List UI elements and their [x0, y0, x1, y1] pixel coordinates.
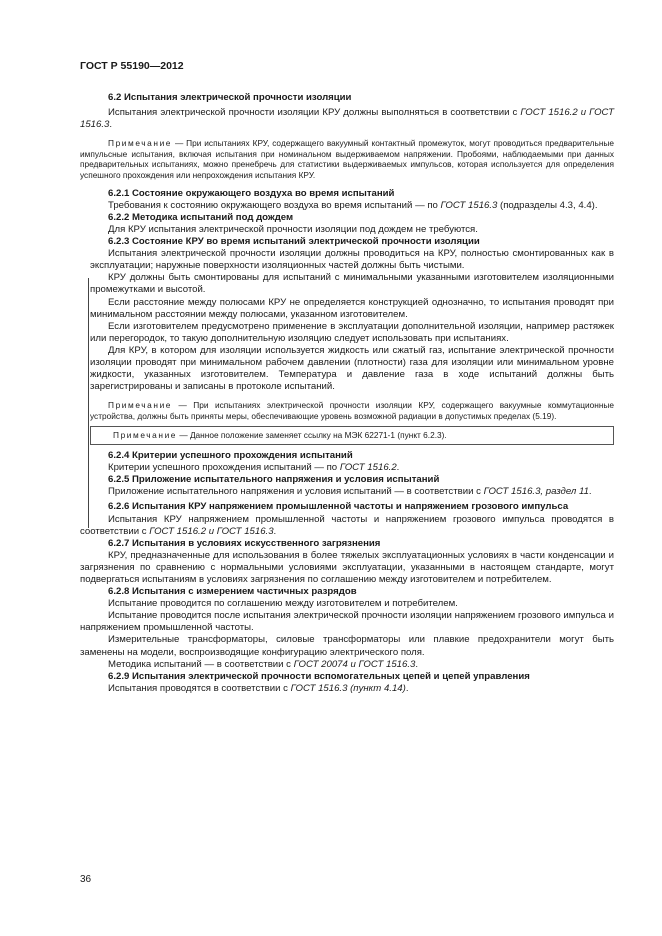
note-lead: Примечание — [108, 400, 173, 411]
section-6-2-6-paragraph — [80, 514, 614, 538]
section-6-2-3-paragraph-4: Если изготовителем предусмотрено применение в эксплуатации дополнительной изоляции, например растяжек или перегородок, то такую дополнительную изоляцию следует использовать при испытаниях. — [90, 320, 614, 344]
text: . — [588, 486, 592, 498]
reference: ГОСТ 20074 и ГОСТ 1516.3 — [293, 658, 416, 670]
section-6-2-3-block — [80, 236, 614, 421]
section-6-2-8-paragraph-2: Испытание проводится после испытания электрической прочности изоляции напряжением грозового импульса и напряжением промышленной частоты. — [80, 610, 614, 634]
document-body — [80, 92, 614, 695]
document-header: ГОСТ Р 55190—2012 — [80, 60, 184, 72]
text: Методика испытаний — в соответствии с — [108, 658, 294, 670]
section-6-2-3-paragraph-5: Для КРУ, в котором для изоляции используется жидкость или сжатый газ, испытание электрической прочности изоляции проводят при минимальном рабочем давлении (плотности) газа для изоляции или минимальном уровне жидкости, указанных изготовителем. Температура и давление газа в ходе испытаний должны быть зарегистрированы и записаны в протоколе испытаний. — [90, 344, 614, 393]
section-6-2-3-title: 6.2.3 Состояние КРУ во время испытаний электрической прочности изоляции — [108, 236, 480, 248]
text: Критерии успешного прохождения испытаний — по — [108, 462, 340, 474]
section-6-2-3-paragraph-2: КРУ должны быть смонтированы для испытаний с минимальными указанными изготовителем изоляционными промежутками и высотой. — [90, 272, 614, 296]
reference: ГОСТ 1516.2 — [339, 462, 397, 474]
section-6-2-5-title: 6.2.5 Приложение испытательного напряжения и условия испытаний — [108, 474, 440, 486]
section-6-2-6-title: 6.2.6 Испытания КРУ напряжением промышленной частоты и напряжением грозового импульса — [108, 501, 569, 513]
reference: ГОСТ 1516.3 (пункт 4.14) — [290, 682, 406, 694]
note-text: — При испытаниях КРУ, содержащего вакуумный контактный промежуток, могут проводиться предварительные импульсные испытания, включая испытания при номинальном выдерживаемом напряжении. Пробоями, наблюдаемыми при данных предварительных испытаниях, можно пренебречь для статистики выдерживаемых импульсов, которая используется для определения успешного прохождения или непрохождения испытания КРУ. — [80, 138, 614, 181]
section-6-2-1-title: 6.2.1 Состояние окружающего воздуха во время испытаний — [108, 187, 395, 199]
text: . — [109, 119, 113, 131]
text: . — [415, 658, 419, 670]
page-number: 36 — [80, 874, 92, 885]
section-6-2-3-paragraph-3: Если расстояние между полюсами КРУ не определяется конструкцией однозначно, то испытания проводят при минимальном расстоянии между полюсами, указанном изготовителем. — [90, 296, 614, 320]
note-lead: Примечание — [108, 138, 173, 149]
section-6-2-5-paragraph — [80, 486, 614, 498]
section-6-2-3-note — [90, 400, 614, 421]
note-text: — Данное положение заменяет ссылку на МЭК 62271-1 (пункт 6.2.3). — [177, 430, 447, 441]
reference: ГОСТ 1516.2 и ГОСТ 1516.3 — [149, 525, 274, 537]
section-6-2-4-title: 6.2.4 Критерии успешного прохождения испытаний — [108, 450, 353, 462]
section-6-2-2-paragraph: Для КРУ испытания электрической прочности изоляции под дождем не требуются. — [108, 223, 478, 235]
section-6-2-4-paragraph — [80, 462, 614, 474]
text: Испытания КРУ напряжением промышленной частоты и напряжением грозового импульса проводятся в соответствии с — [80, 513, 614, 537]
text: Испытания проводятся в соответствии с — [108, 682, 291, 694]
section-6-2-8-paragraph-4 — [80, 659, 614, 671]
text: Требования к состоянию окружающего воздуха во время испытаний — по — [108, 199, 441, 211]
text: (подразделы 4.3, 4.4). — [497, 199, 598, 211]
section-6-2-8-paragraph-1: Испытание проводится по соглашению между изготовителем и потребителем. — [108, 598, 458, 610]
text: . — [405, 682, 409, 694]
section-6-2-1-paragraph — [80, 200, 614, 212]
section-6-2-paragraph — [80, 107, 614, 131]
reference: ГОСТ 1516.3, раздел 11 — [483, 486, 589, 498]
section-6-2-9-paragraph — [80, 683, 614, 695]
text: Испытания электрической прочности изоляции КРУ должны выполняться в соответствии с — [108, 107, 521, 119]
reference: ГОСТ 1516.3 — [440, 199, 498, 211]
section-6-2-title: 6.2 Испытания электрической прочности изоляции — [108, 92, 352, 103]
section-6-2-7-title: 6.2.7 Испытания в условиях искусственного загрязнения — [108, 537, 381, 549]
section-6-2-3-paragraph-1: Испытания электрической прочности изоляции должны проводиться на КРУ, полностью смонтированных как в эксплуатации; наружные поверхности изоляционных частей должны быть чистыми. — [90, 248, 614, 272]
section-6-2-note — [80, 138, 614, 180]
replacement-note-box — [90, 426, 614, 445]
text: . — [396, 462, 400, 474]
section-6-2-2-title: 6.2.2 Методика испытаний под дождем — [108, 211, 294, 223]
section-6-2-9-title: 6.2.9 Испытания электрической прочности вспомогательных цепей и цепей управления — [108, 670, 530, 682]
text: . — [273, 525, 277, 537]
section-6-2-8-paragraph-3: Измерительные трансформаторы, силовые трансформаторы или плавкие предохранители могут быть заменены на модели, воспроизводящие конфигурацию электрического поля. — [80, 634, 614, 658]
section-6-2-7-paragraph: КРУ, предназначенные для использования в более тяжелых эксплуатационных условиях в части конденсации и загрязнения по сравнению с нормальными условиями эксплуатации, указанными в настоящем стандарте, могут подвергаться испытаниям в условиях загрязнения по соглашению между изготовителем и потребителем. — [80, 549, 614, 585]
section-6-2-8-title: 6.2.8 Испытания с измерением частичных разрядов — [108, 586, 357, 598]
note-text: — При испытаниях электрической прочности изоляции КРУ, содержащего вакуумные коммутационные устройства, должны быть приняты меры, обеспечивающие уровень возможной радиации в допустимых пределах (5.19). — [90, 400, 614, 421]
text: Приложение испытательного напряжения и условия испытаний — в соответствии с — [108, 486, 484, 498]
reference: ГОСТ 1516.2 и ГОСТ 1516.3 — [80, 107, 615, 131]
note-lead: Примечание — [113, 430, 178, 441]
